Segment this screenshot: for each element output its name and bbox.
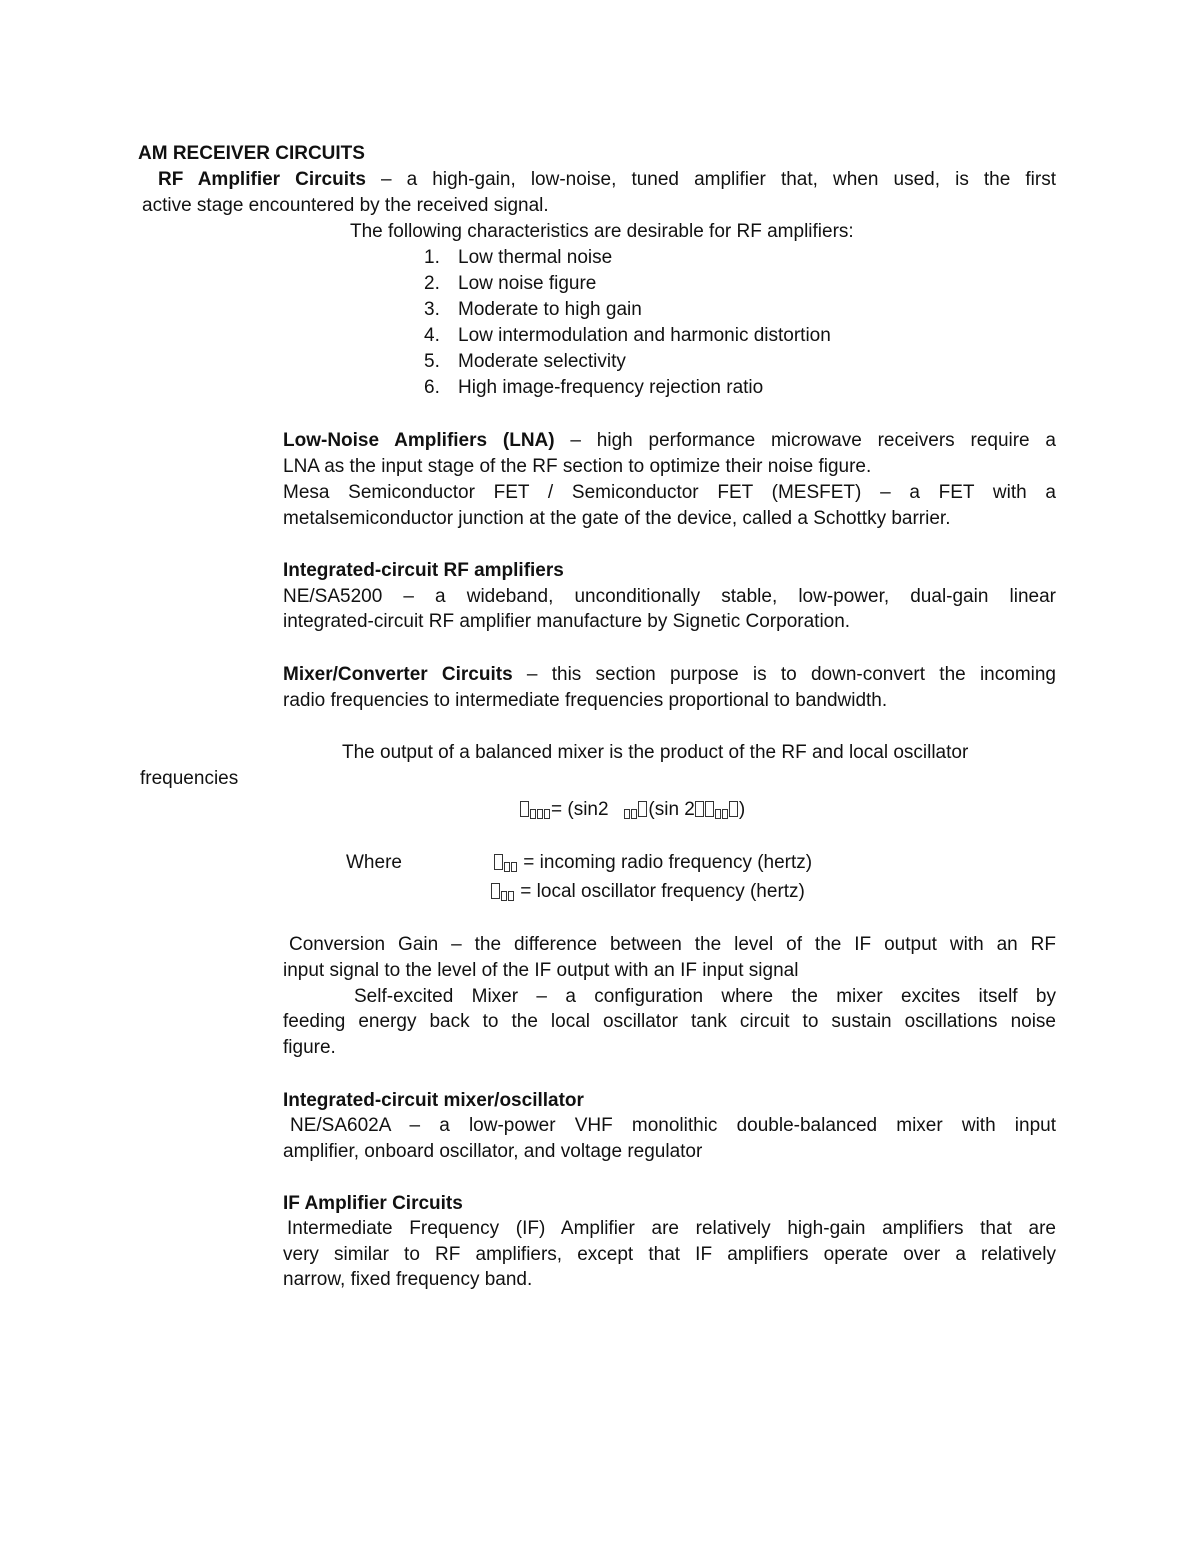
rf-amplifier-text: – a high-gain, low-noise, tuned amplifier that, when used, is the first [365, 169, 1057, 190]
ic-rf-line1: NE/SA5200 – a wideband, unconditionally stable, low-power, dual-gain linear [283, 586, 1056, 607]
unrendered-glyph-icon [537, 809, 543, 819]
ic-rf-heading: Integrated-circuit RF amplifiers [283, 560, 564, 581]
list-item-text: Low intermodulation and harmonic distortion [458, 325, 831, 346]
mixer-output-line2: frequencies [140, 768, 239, 789]
list-item [424, 298, 642, 322]
list-item-number: 6. [424, 377, 440, 398]
unrendered-glyph-icon [624, 809, 630, 819]
self-excited-line1: Self-excited Mixer – a configuration where the mixer excites itself by [354, 986, 1056, 1007]
rf-characteristics-intro: The following characteristics are desirable for RF amplifiers: [350, 221, 854, 242]
list-item-text: High image-frequency rejection ratio [458, 377, 764, 398]
list-item-number: 2. [424, 273, 440, 294]
list-item-text: Moderate selectivity [458, 351, 626, 372]
list-item-text: Low thermal noise [458, 247, 613, 268]
list-item-number: 3. [424, 299, 440, 320]
unrendered-glyph-icon [508, 891, 514, 901]
unrendered-glyph-icon [631, 809, 637, 819]
unrendered-glyph-icon [530, 809, 536, 819]
mixer-paragraph-line1 [283, 663, 1056, 687]
formula-part: = (sin2 [551, 799, 609, 820]
conversion-gain-line1: Conversion Gain – the difference between the level of the IF output with an RF [289, 934, 1056, 955]
unrendered-glyph-icon [520, 801, 529, 817]
unrendered-glyph-icon [504, 862, 510, 872]
mixer-text: – this section purpose is to down-convert the incoming [512, 664, 1056, 685]
if-amplifier-line3: narrow, fixed frequency band. [283, 1269, 533, 1290]
list-item-number: 1. [424, 247, 440, 268]
unrendered-glyph-icon [705, 801, 714, 817]
list-item [424, 376, 764, 400]
unrendered-glyph-icon [695, 801, 704, 817]
if-amplifier-line1: Intermediate Frequency (IF) Amplifier are relatively high-gain amplifiers that are [287, 1218, 1056, 1239]
list-item [424, 350, 626, 374]
ic-rf-line2: integrated-circuit RF amplifier manufacture by Signetic Corporation. [283, 611, 851, 632]
list-item [424, 246, 613, 270]
page-title: AM RECEIVER CIRCUITS [138, 143, 365, 164]
mesfet-line2: metalsemiconductor junction at the gate of the device, called a Schottky barrier. [283, 508, 951, 529]
unrendered-glyph-icon [638, 801, 647, 817]
lna-text: – high performance microwave receivers require a [554, 430, 1056, 451]
where-label: Where [346, 852, 402, 873]
definition-text: = local oscillator frequency (hertz) [520, 881, 805, 902]
formula-part: ) [738, 799, 746, 820]
ic-mixer-line1: NE/SA602A – a low-power VHF monolithic double-balanced mixer with input [290, 1115, 1056, 1136]
ic-mixer-line2: amplifier, onboard oscillator, and voltage regulator [283, 1141, 703, 1162]
ic-mixer-heading: Integrated-circuit mixer/oscillator [283, 1090, 584, 1111]
mixer-output-line1: The output of a balanced mixer is the product of the RF and local oscillator [342, 742, 969, 763]
list-item-number: 5. [424, 351, 440, 372]
mixer-paragraph-line2: radio frequencies to intermediate frequencies proportional to bandwidth. [283, 690, 888, 711]
mixer-formula [520, 798, 745, 822]
mixer-heading: Mixer/Converter Circuits [283, 664, 513, 685]
rf-amplifier-paragraph-line2: active stage encountered by the received signal. [142, 195, 549, 216]
lna-paragraph-line1 [283, 429, 1056, 453]
list-item-text: Low noise figure [458, 273, 597, 294]
definition-text: = incoming radio frequency (hertz) [523, 852, 813, 873]
unrendered-glyph-icon [715, 809, 721, 819]
list-item [424, 324, 831, 348]
mesfet-line1: Mesa Semiconductor FET / Semiconductor FET (MESFET) – a FET with a [283, 482, 1056, 503]
unrendered-glyph-icon [544, 809, 550, 819]
unrendered-glyph-icon [511, 862, 517, 872]
rf-amplifier-heading: RF Amplifier Circuits [158, 169, 366, 190]
unrendered-glyph-icon [494, 854, 503, 870]
unrendered-glyph-icon [722, 809, 728, 819]
unrendered-glyph-icon [729, 801, 738, 817]
lna-heading: Low-Noise Amplifiers (LNA) [283, 430, 555, 451]
unrendered-glyph-icon [491, 883, 500, 899]
self-excited-line3: figure. [283, 1037, 336, 1058]
conversion-gain-line2: input signal to the level of the IF output with an IF input signal [283, 960, 799, 981]
if-amplifier-heading: IF Amplifier Circuits [283, 1193, 463, 1214]
definition-lo [491, 880, 805, 904]
formula-part: (sin 2 [648, 799, 695, 820]
lna-paragraph-line2: LNA as the input stage of the RF section to optimize their noise figure. [283, 456, 872, 477]
list-item-number: 4. [424, 325, 440, 346]
list-item-text: Moderate to high gain [458, 299, 642, 320]
self-excited-line2: feeding energy back to the local oscillator tank circuit to sustain oscillations noise [283, 1011, 1056, 1032]
definition-rf [494, 851, 812, 875]
rf-amplifier-paragraph-line1 [158, 168, 1056, 192]
unrendered-glyph-icon [501, 891, 507, 901]
if-amplifier-line2: very similar to RF amplifiers, except that IF amplifiers operate over a relatively [283, 1244, 1056, 1265]
list-item [424, 272, 597, 296]
